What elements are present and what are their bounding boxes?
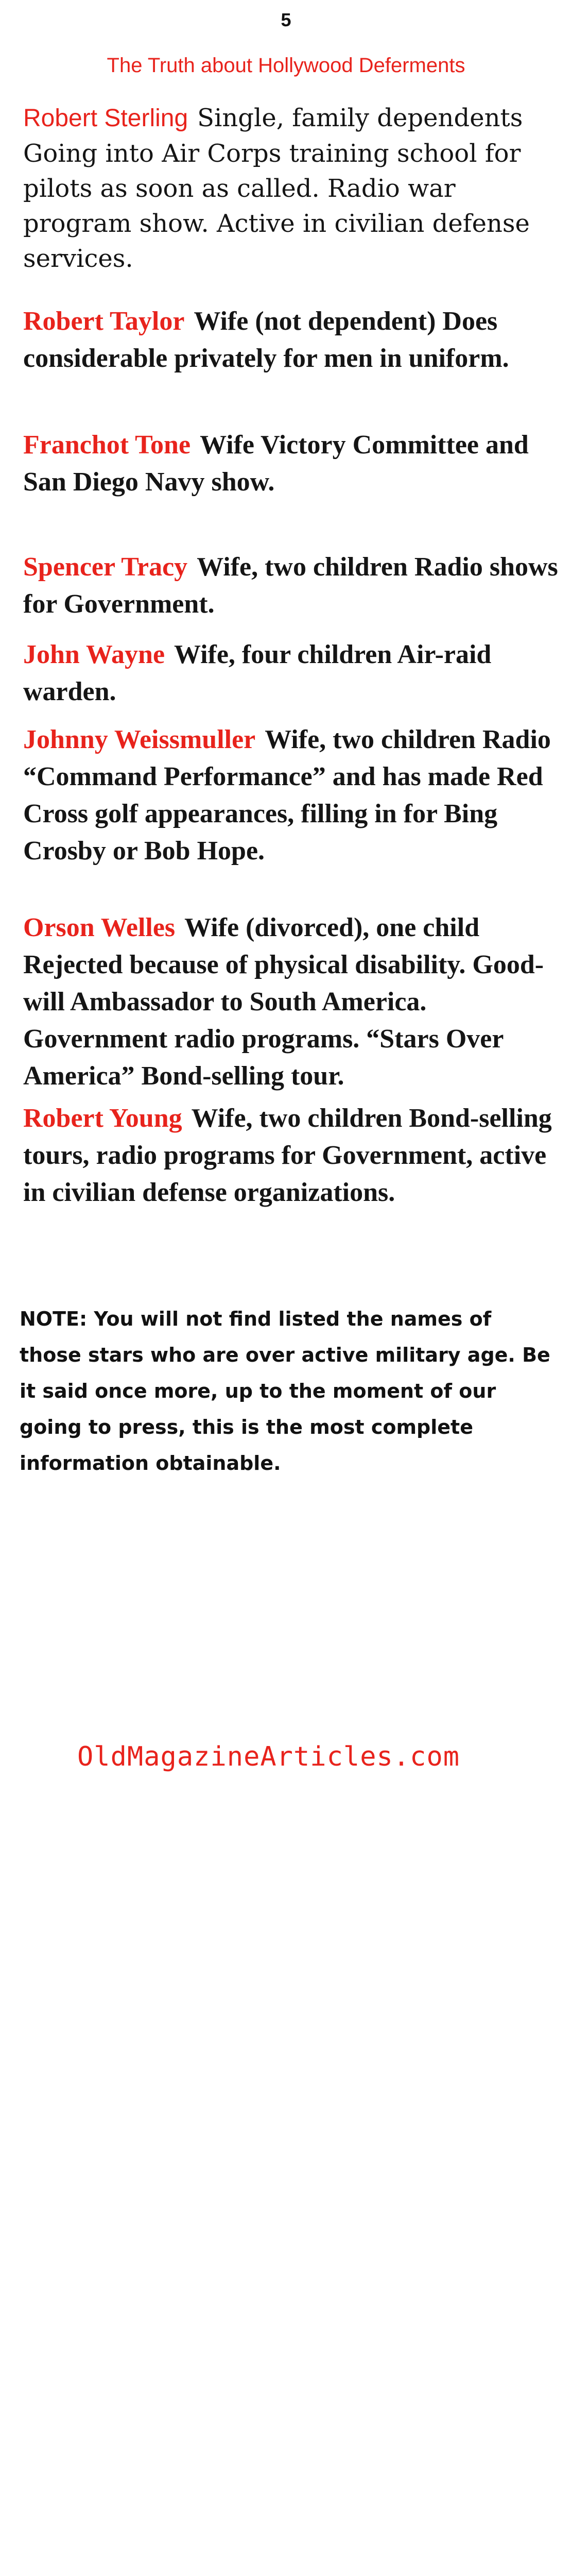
entry-robert-taylor — [23, 303, 559, 377]
entry-name: Spencer Tracy — [23, 552, 188, 582]
watermark: OldMagazineArticles.com — [77, 1741, 460, 1772]
entry-status: Single, family dependents — [197, 104, 523, 132]
entry-name: John Wayne — [23, 640, 165, 669]
entry-details: Victory Committee and San Diego Navy show. — [23, 430, 529, 497]
entry-robert-sterling — [23, 100, 559, 276]
entry-details: Going into Air Corps training school for pilots as soon as called. Radio war program show. Active in civilian defense services. — [23, 139, 530, 273]
entry-details: Rejected because of physical disability. Good-will Ambassador to South America. Government radio programs. “Stars Over America” Bond-selling tour. — [23, 950, 544, 1091]
entry-john-wayne — [23, 636, 559, 710]
entry-johnny-weissmuller — [23, 721, 559, 870]
entry-status: Wife, two children — [197, 552, 408, 582]
entry-details: Bond-selling tours, radio programs for Government, active in civilian defense organizations. — [23, 1104, 552, 1207]
entry-details: Radio “Command Performance” and has made Red Cross golf appearances, filling in for Bing Crosby or Bob Hope. — [23, 725, 551, 866]
entry-robert-young — [23, 1100, 559, 1211]
entry-name: Robert Taylor — [23, 307, 185, 336]
entry-name: Robert Sterling — [23, 105, 188, 132]
entry-orson-welles — [23, 909, 559, 1095]
entry-status: Wife (divorced), one child — [184, 913, 480, 942]
entry-name: Orson Welles — [23, 913, 176, 942]
entry-details: Air-raid warden. — [23, 640, 492, 706]
entry-status: Wife, two children — [191, 1104, 403, 1133]
entry-status: Wife — [200, 430, 254, 460]
entry-name: Robert Young — [23, 1104, 182, 1133]
entry-spencer-tracy — [23, 549, 559, 623]
entry-status: Wife, four children — [174, 640, 392, 669]
page-number: 5 — [281, 9, 291, 30]
entry-details: Radio shows for Government. — [23, 552, 558, 619]
entry-status: Wife, two children — [265, 725, 476, 754]
entry-name: Johnny Weissmuller — [23, 725, 256, 754]
entry-franchot-tone — [23, 427, 559, 501]
running-head: The Truth about Hollywood Deferments — [107, 54, 465, 77]
entry-name: Franchot Tone — [23, 430, 191, 460]
entry-status: Wife (not dependent) — [194, 307, 436, 336]
entry-details: Does considerable privately for men in uniform. — [23, 307, 509, 373]
editor-note: NOTE: You will not find listed the names of those stars who are over active military age. Be it said once more, up to the moment of our going to press, this is the most complete information obtainable. — [20, 1308, 550, 1475]
